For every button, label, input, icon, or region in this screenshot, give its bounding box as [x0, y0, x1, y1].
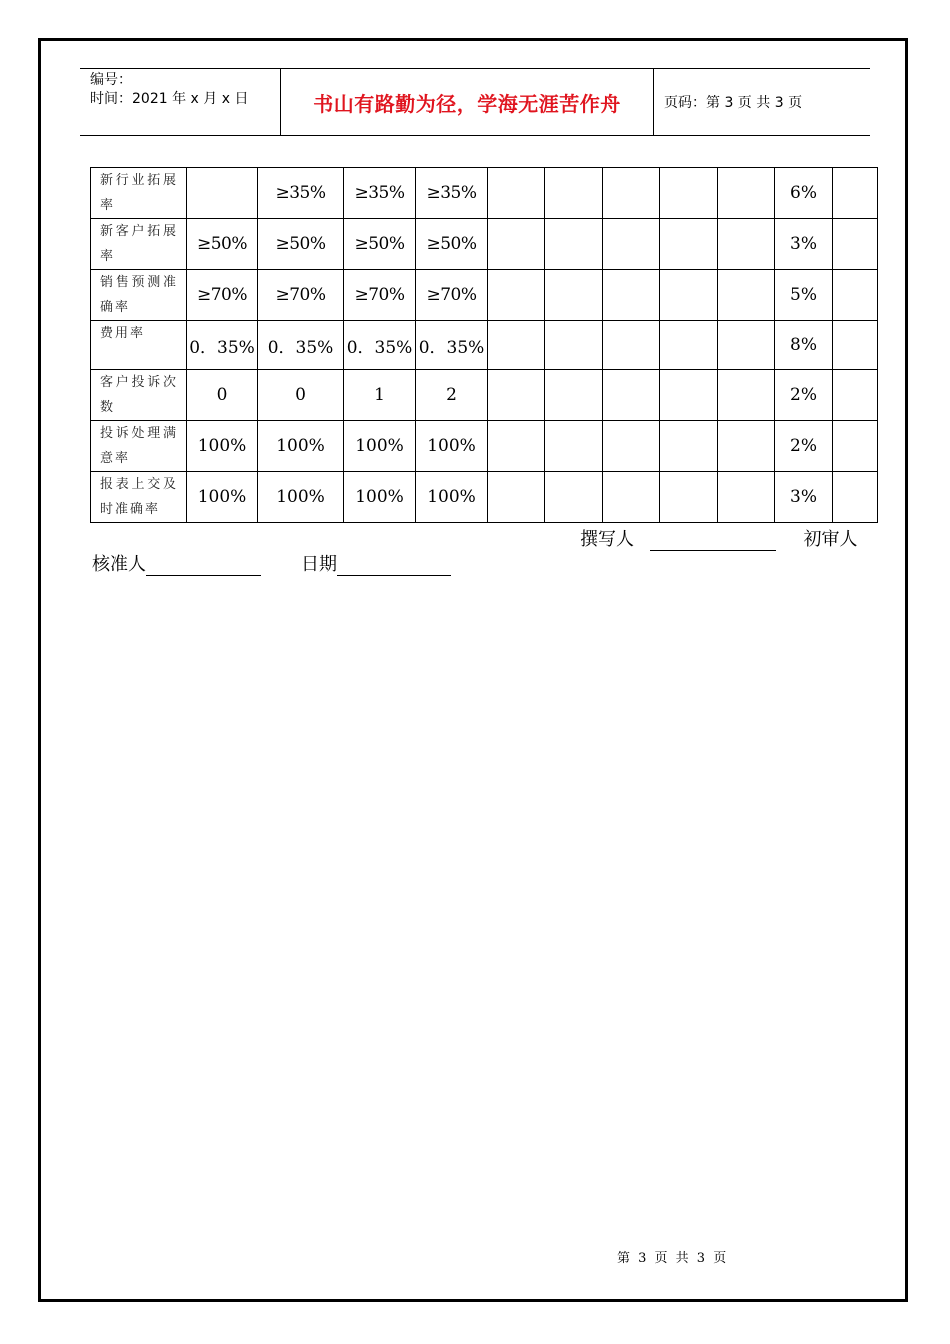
approver-signature-field[interactable]: [146, 557, 261, 576]
kpi-table: [90, 167, 878, 523]
table-cell: [488, 321, 545, 370]
table-cell: ≥70%: [187, 270, 258, 321]
table-cell: ≥50%: [416, 219, 488, 270]
table-cell: ≥50%: [258, 219, 344, 270]
table-cell: ≥35%: [416, 168, 488, 219]
table-cell: 3%: [775, 219, 833, 270]
table-cell: [545, 270, 603, 321]
table-cell: [833, 370, 878, 421]
table-cell: 100%: [416, 472, 488, 523]
row-label: 报表上交及时准确率: [91, 472, 187, 523]
code-label: 编号：: [90, 72, 132, 88]
table-cell: [545, 168, 603, 219]
table-cell: [545, 321, 603, 370]
table-cell: [718, 472, 775, 523]
page-footer: 第 3 页 共 3 页: [617, 1251, 729, 1266]
table-cell: 0: [187, 370, 258, 421]
row-label: 费用率: [91, 321, 187, 370]
table-cell: [603, 270, 660, 321]
table-cell: [488, 472, 545, 523]
table-cell: ≥50%: [344, 219, 416, 270]
page-header: [80, 68, 870, 136]
table-row: [91, 370, 878, 421]
table-cell: [660, 472, 718, 523]
table-cell: [660, 421, 718, 472]
table-cell: [718, 321, 775, 370]
table-cell: 6%: [775, 168, 833, 219]
table-cell: 8%: [775, 321, 833, 370]
table-cell: [833, 168, 878, 219]
table-cell: [488, 370, 545, 421]
table-cell: [488, 168, 545, 219]
table-cell: 3%: [775, 472, 833, 523]
table-cell: ≥35%: [258, 168, 344, 219]
table-cell: 100%: [344, 472, 416, 523]
table-cell: [660, 370, 718, 421]
table-cell: ≥70%: [344, 270, 416, 321]
table-cell: [488, 270, 545, 321]
table-cell: [603, 219, 660, 270]
table-cell: [545, 370, 603, 421]
motto: 书山有路勤为径，学海无涯苦作舟: [313, 91, 621, 116]
table-cell: 0: [258, 370, 344, 421]
table-cell: [603, 421, 660, 472]
reviewer-label: 初审人: [803, 529, 858, 550]
table-cell: [833, 321, 878, 370]
page-info: 页码：第 3 页 共 3 页: [664, 95, 803, 111]
row-label: 新客户拓展率: [91, 219, 187, 270]
writer-reviewer-line: [580, 525, 857, 551]
table-cell: [718, 370, 775, 421]
table-cell: [833, 270, 878, 321]
row-label: 投诉处理满意率: [91, 421, 187, 472]
table-cell: [660, 321, 718, 370]
writer-signature-field[interactable]: [650, 532, 776, 551]
table-row: [91, 472, 878, 523]
table-cell: 2%: [775, 370, 833, 421]
table-cell: [603, 321, 660, 370]
table-cell: 100%: [416, 421, 488, 472]
table-cell: [718, 421, 775, 472]
header-page-info-cell: [654, 69, 870, 135]
header-motto-cell: [281, 69, 654, 135]
table-cell: [603, 472, 660, 523]
table-cell: 2: [416, 370, 488, 421]
table-cell: [187, 168, 258, 219]
table-cell: 100%: [187, 421, 258, 472]
table-cell: 100%: [258, 472, 344, 523]
table-row: [91, 321, 878, 370]
table-cell: 100%: [258, 421, 344, 472]
table-row: [91, 168, 878, 219]
table-cell: [833, 472, 878, 523]
table-row: [91, 270, 878, 321]
row-label: 客户投诉次数: [91, 370, 187, 421]
table-cell: [545, 472, 603, 523]
header-meta: [80, 69, 281, 135]
table-cell: [718, 168, 775, 219]
table-cell: 0．35%: [416, 321, 488, 370]
approver-date-line: [92, 550, 451, 576]
table-cell: 1: [344, 370, 416, 421]
table-cell: [488, 219, 545, 270]
table-cell: [833, 219, 878, 270]
table-cell: [660, 168, 718, 219]
row-label: 销售预测准确率: [91, 270, 187, 321]
table-cell: [718, 219, 775, 270]
writer-label: 撰写人: [580, 529, 634, 550]
table-cell: [833, 421, 878, 472]
table-cell: 0．35%: [187, 321, 258, 370]
table-cell: ≥50%: [187, 219, 258, 270]
table-cell: 5%: [775, 270, 833, 321]
row-label: 新行业拓展率: [91, 168, 187, 219]
table-row: [91, 219, 878, 270]
date-signature-field[interactable]: [337, 557, 451, 576]
kpi-table-body: [91, 168, 878, 523]
table-cell: [660, 219, 718, 270]
approver-label: 核准人: [92, 554, 146, 575]
table-cell: 100%: [344, 421, 416, 472]
table-cell: 2%: [775, 421, 833, 472]
table-cell: ≥70%: [416, 270, 488, 321]
table-cell: [603, 168, 660, 219]
table-cell: 100%: [187, 472, 258, 523]
table-cell: [660, 270, 718, 321]
table-cell: [545, 421, 603, 472]
table-cell: 0．35%: [344, 321, 416, 370]
table-cell: [545, 219, 603, 270]
table-cell: [603, 370, 660, 421]
table-cell: [718, 270, 775, 321]
date-label-sign: 日期: [301, 554, 337, 575]
table-cell: ≥35%: [344, 168, 416, 219]
table-cell: 0．35%: [258, 321, 344, 370]
table-cell: [488, 421, 545, 472]
date-label: 时间：2021 年 x 月 x 日: [90, 91, 249, 107]
table-cell: ≥70%: [258, 270, 344, 321]
table-row: [91, 421, 878, 472]
